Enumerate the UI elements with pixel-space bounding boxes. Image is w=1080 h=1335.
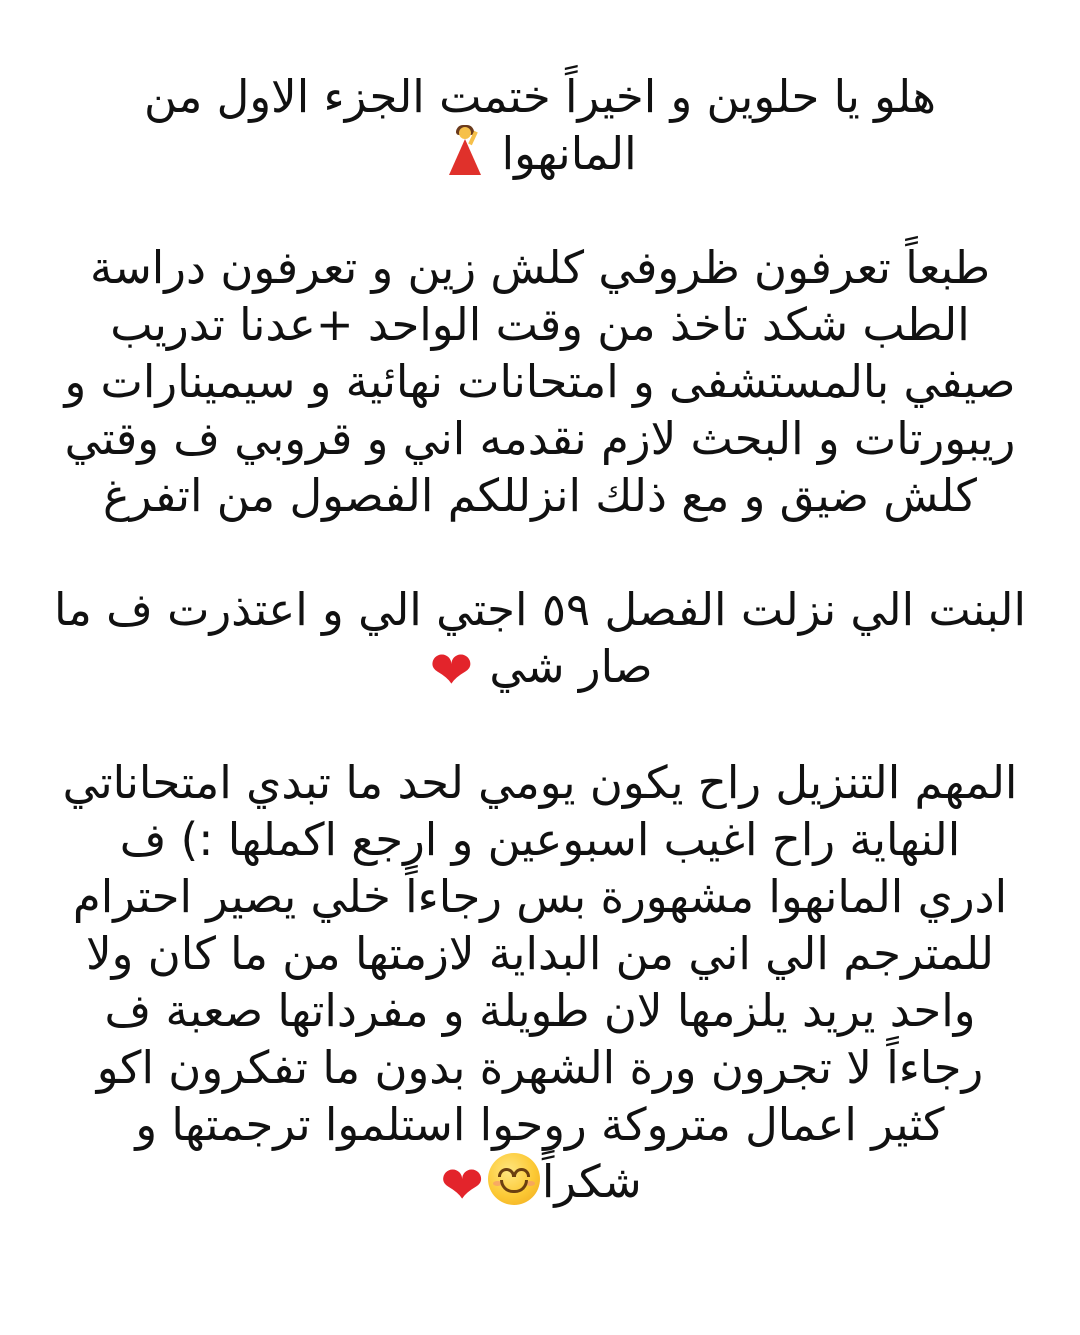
chapter-note-paragraph xyxy=(20,581,1060,701)
chapter-note-text: البنت الي نزلت الفصل ٥٩ اجتي الي و اعتذرت ف ما صار شي xyxy=(54,583,1026,693)
smiling-face-icon xyxy=(488,1153,540,1205)
red-heart-icon: ❤ xyxy=(429,641,474,701)
circumstances-paragraph: طبعاً تعرفون ظروفي كلش زين و تعرفون دراسة الطب شكد تاخذ من وقت الواحد +عدنا تدريب صيفي بالمستشفى و امتحانات نهائية و سيمينارات و ريبورتات و البحث لازم نقدمه اني و قروبي ف وقتي كلش ضيق و مع ذلك انزللكم الفصول من اتفرغ xyxy=(64,241,1016,522)
schedule-text: المهم التنزيل راح يكون يومي لحد ما تبدي امتحاناتي النهاية راح اغيب اسبوعين و ارجع اكملها :) ف ادري المانهوا مشهورة بس رجاءاً خلي يصير احترام للمترجم الي اني من البداية لازمتها من ما كان ولا واحد يريد يلزمها لان طويلة و مفرداتها صعبة ف رجاءاً لا تجرون ورة الشهرة بدون ما تفكرون اكو كثير اعمال متروكة روحوا استلموا ترجمتها و شكراً xyxy=(62,756,1018,1208)
red-heart-icon: ❤ xyxy=(440,1156,484,1216)
woman-dancing-icon xyxy=(445,127,485,177)
announcement-post xyxy=(20,68,1060,1216)
schedule-paragraph xyxy=(20,754,1060,1216)
greeting-text: هلو يا حلوين و اخيراً ختمت الجزء الاول من المانهوا xyxy=(143,70,937,180)
greeting-paragraph xyxy=(20,68,1060,182)
